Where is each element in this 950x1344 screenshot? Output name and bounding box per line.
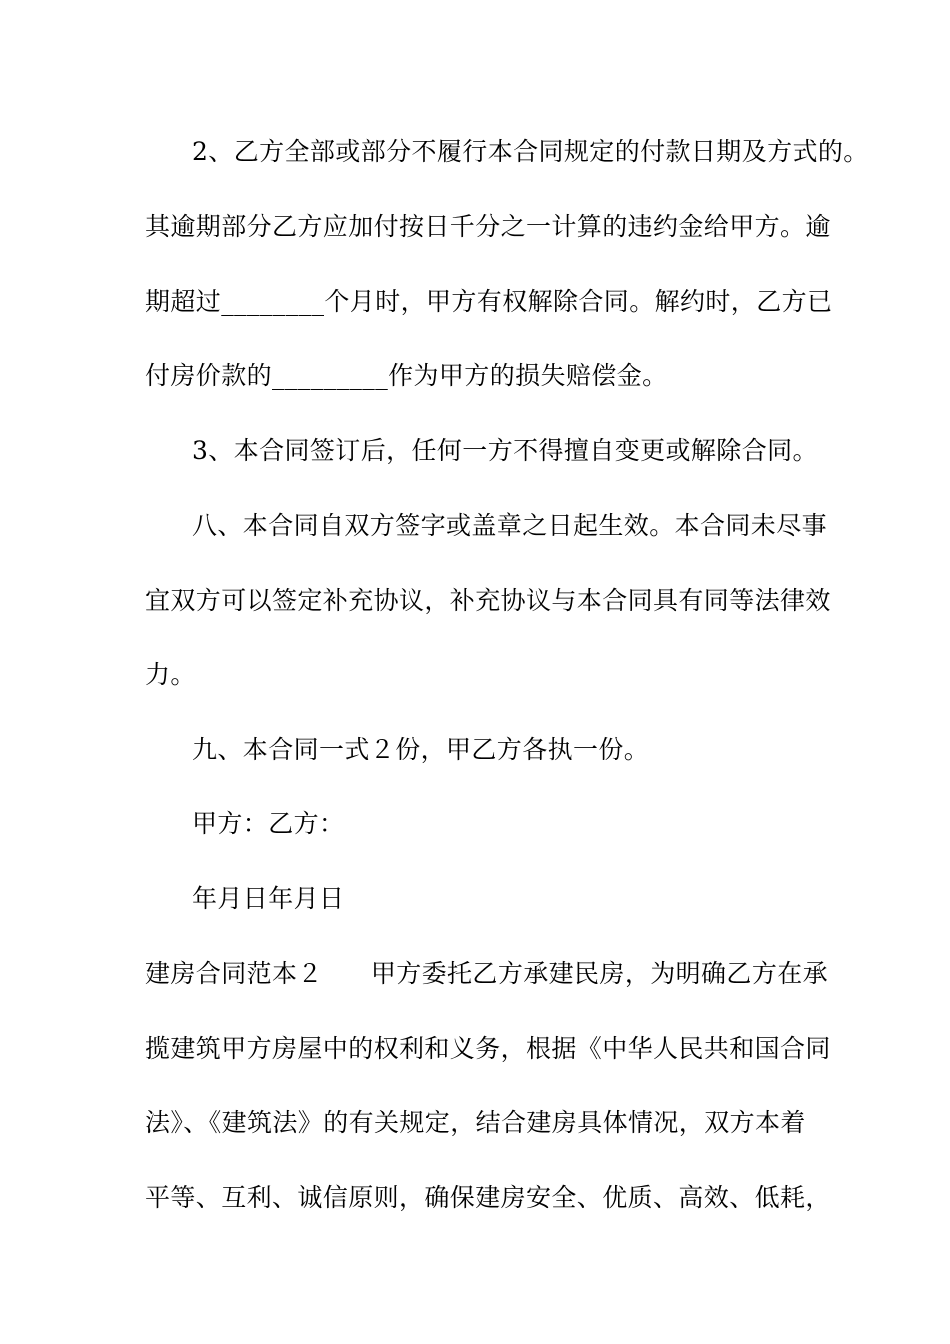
section-title: 建房合同范本２ [145,959,323,988]
paragraph-line: 3、本合同签订后，任何一方不得擅自变更或解除合同。 [192,436,818,465]
paragraph-line: 法》、《建筑法》的有关规定，结合建房具体情况，双方本着 [145,1108,806,1137]
signature-date-line: 年月日年月日 [192,884,345,913]
signature-parties-line: 甲方：乙方： [192,809,345,838]
paragraph-line [145,958,828,990]
paragraph-line: 2、乙方全部或部分不履行本合同规定的付款日期及方式的。 [192,137,869,166]
paragraph-line: 八、本合同自双方签字或盖章之日起生效。本合同未尽事 [192,511,828,540]
paragraph-line: 宜双方可以签定补充协议，补充协议与本合同具有同等法律效 [145,586,831,615]
paragraph-line: 付房价款的_________作为甲方的损失赔偿金。 [145,361,668,390]
paragraph-line: 力。 [145,660,196,689]
paragraph-line: 其逾期部分乙方应加付按日千分之一计算的违约金给甲方。逾 [145,212,831,241]
paragraph-line: 期超过________个月时，甲方有权解除合同。解约时，乙方已 [145,287,833,316]
section-text: 甲方委托乙方承建民房，为明确乙方在承 [370,959,829,988]
paragraph-line: 平等、互利、诚信原则，确保建房安全、优质、高效、低耗， [145,1183,831,1212]
paragraph-line: 揽建筑甲方房屋中的权利和义务，根据《中华人民共和国合同 [145,1034,831,1063]
paragraph-line: 九、本合同一式２份，甲乙方各执一份。 [192,735,650,764]
